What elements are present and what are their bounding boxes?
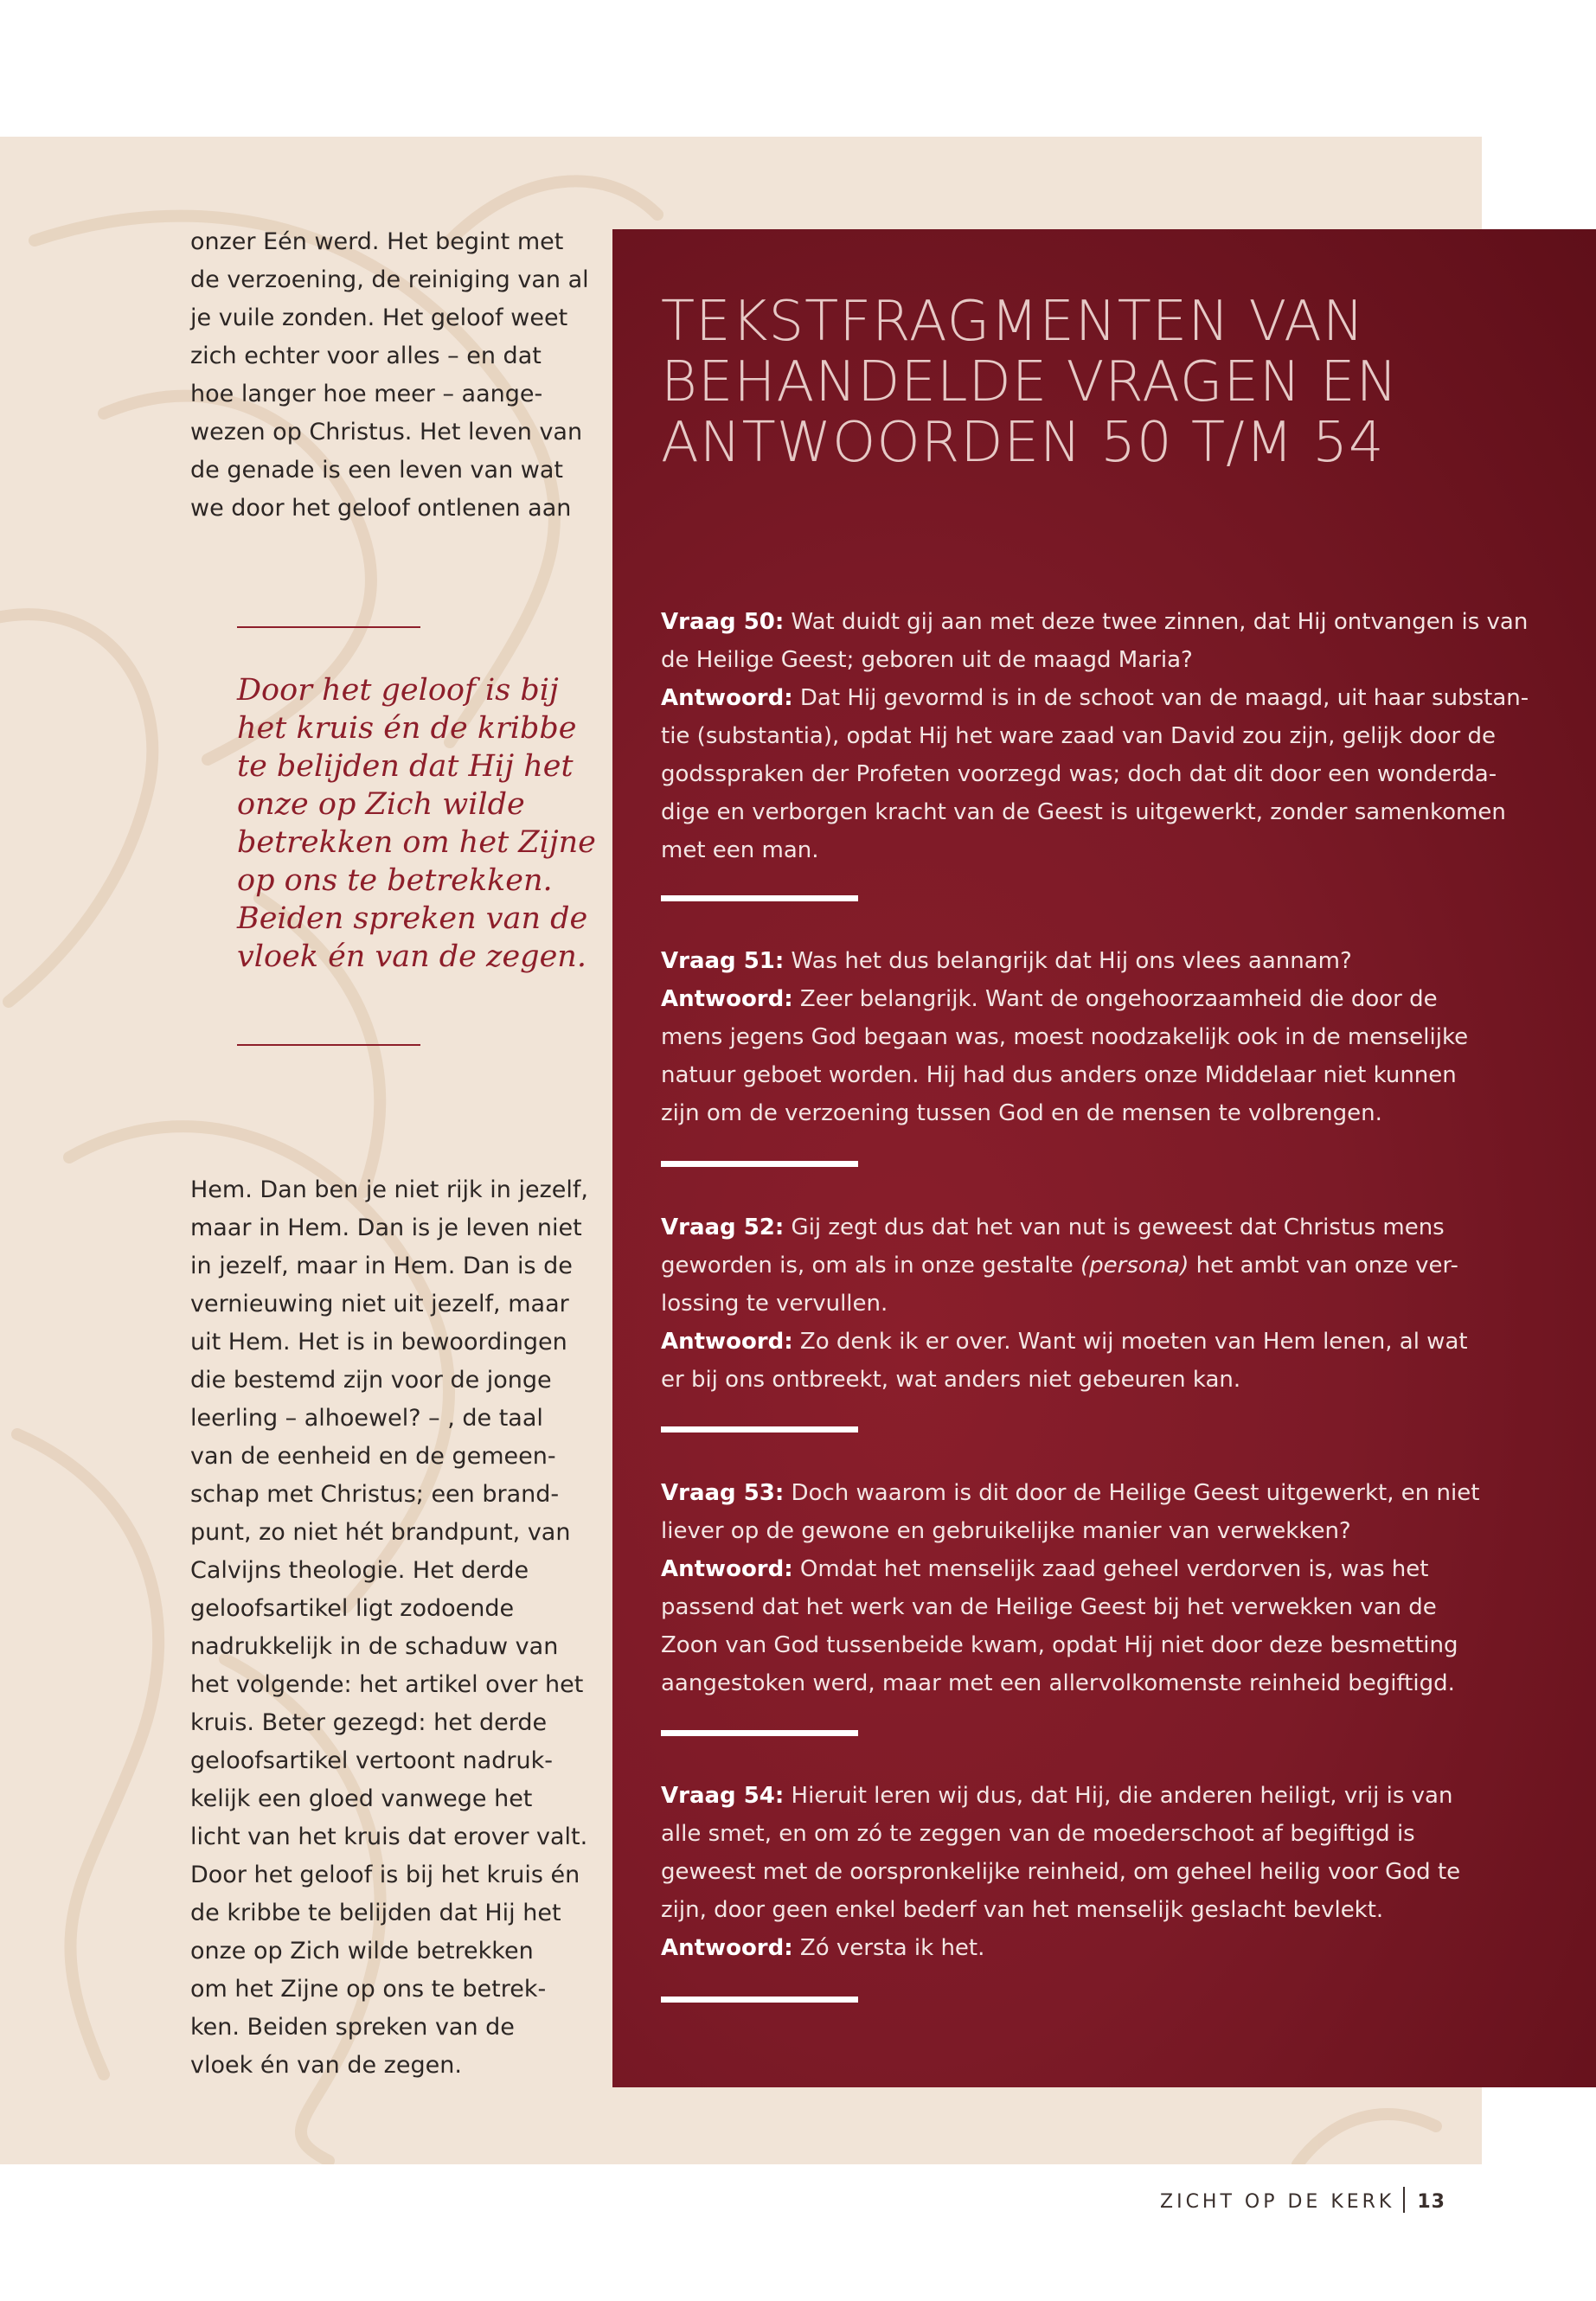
answer-text: tie (substantia), opdat Hij het ware zaad van David zou zijn, gelijk door de <box>661 723 1496 749</box>
question-label: Vraag 52: <box>661 1215 785 1240</box>
question-text: geworden is, om als in onze gestalte <box>661 1253 1081 1279</box>
article-line: in jezelf, maar in Hem. Dan is de <box>190 1253 573 1279</box>
section-divider <box>661 1997 858 2003</box>
pullquote-line: op ons te betrekken. <box>237 863 553 898</box>
question-text: Doch waarom is dit door de Heilige Geest uitgewerkt, en niet <box>784 1480 1480 1506</box>
answer-text: Zoon van God tussenbeide kwam, opdat Hij niet door deze besmetting <box>661 1632 1458 1658</box>
answer-text: Omdat het menselijk zaad geheel verdorven is, was het <box>792 1556 1429 1582</box>
qa-item-52 <box>661 1208 1526 1399</box>
pullquote-line: het kruis én de kribbe <box>237 711 577 746</box>
answer-text: passend dat het werk van de Heilige Geest bij het verwekken van de <box>661 1594 1437 1620</box>
pullquote-line: betrekken om het Zijne <box>237 825 596 860</box>
qa-item-51 <box>661 942 1526 1132</box>
question-text: Was het dus belangrijk dat Hij ons vlees aannam? <box>784 948 1352 974</box>
panel-title-line: ANTWOORDEN 50 T/M 54 <box>661 411 1385 475</box>
pullquote-line: te belijden dat Hij het <box>237 749 574 784</box>
article-line: geloofsartikel vertoont nadruk- <box>190 1747 553 1774</box>
question-text: Hieruit leren wij dus, dat Hij, die anderen heiligt, vrij is van <box>784 1783 1453 1809</box>
article-line: wezen op Christus. Het leven van <box>190 419 583 445</box>
article-column-top <box>190 223 589 528</box>
answer-text: Zeer belangrijk. Want de ongehoorzaamheid die door de <box>792 986 1438 1012</box>
answer-text: dige en verborgen kracht van de Geest is uitgewerkt, zonder samenkomen <box>661 799 1506 825</box>
qa-panel <box>612 229 1596 2087</box>
panel-title-line: TEKSTFRAGMENTEN VAN <box>661 290 1365 354</box>
article-line: zich echter voor alles – en dat <box>190 343 542 369</box>
question-italic-term: (persona) <box>1080 1253 1189 1279</box>
article-line: vloek én van de zegen. <box>190 2052 462 2079</box>
pullquote-line: onze op Zich wilde <box>237 787 525 822</box>
article-line: om het Zijne op ons te betrek- <box>190 1976 547 2003</box>
answer-text: met een man. <box>661 837 819 863</box>
answer-text: Zo denk ik er over. Want wij moeten van Hem lenen, al wat <box>792 1329 1468 1355</box>
section-divider <box>661 1730 858 1736</box>
article-line: uit Hem. Het is in bewoordingen <box>190 1329 567 1356</box>
article-line: geloofsartikel ligt zodoende <box>190 1595 515 1622</box>
answer-label: Antwoord: <box>661 685 793 711</box>
section-divider <box>661 1426 858 1433</box>
question-text: geweest met de oorspronkelijke reinheid, om geheel heilig voor God te <box>661 1859 1461 1885</box>
question-text: alle smet, en om zó te zeggen van de moederschoot af begiftigd is <box>661 1821 1415 1847</box>
article-line: Hem. Dan ben je niet rijk in jezelf, <box>190 1176 588 1203</box>
article-line: Door het geloof is bij het kruis én <box>190 1862 580 1888</box>
article-line: kruis. Beter gezegd: het derde <box>190 1709 548 1736</box>
page-number: 13 <box>1417 2191 1445 2213</box>
article-line: punt, zo niet hét brandpunt, van <box>190 1519 571 1546</box>
answer-text: aangestoken werd, maar met een allervolkomenste reinheid begiftigd. <box>661 1670 1455 1696</box>
article-line: hoe langer hoe meer – aange- <box>190 381 543 407</box>
answer-text: godsspraken der Profeten voorzegd was; doch dat dit door een wonderda- <box>661 761 1497 787</box>
article-line: onzer Eén werd. Het begint met <box>190 228 564 255</box>
question-label: Vraag 54: <box>661 1783 785 1809</box>
pullquote-line: vloek én van de zegen. <box>237 939 586 974</box>
article-line: de genade is een leven van wat <box>190 457 563 484</box>
article-line: die bestemd zijn voor de jonge <box>190 1367 552 1394</box>
article-line: het volgende: het artikel over het <box>190 1671 584 1698</box>
article-line: licht van het kruis dat erover valt. <box>190 1823 588 1850</box>
question-label: Vraag 53: <box>661 1480 785 1506</box>
pullquote-line: Door het geloof is bij <box>237 673 559 708</box>
question-text: Gij zegt dus dat het van nut is geweest dat Christus mens <box>784 1215 1445 1240</box>
question-text: het ambt van onze ver- <box>1189 1253 1458 1279</box>
answer-text: natuur geboet worden. Hij had dus anders onze Middelaar niet kunnen <box>661 1062 1457 1088</box>
article-line: je vuile zonden. Het geloof weet <box>190 304 568 331</box>
panel-title-line: BEHANDELDE VRAGEN EN <box>661 350 1399 414</box>
article-line: vernieuwing niet uit jezelf, maar <box>190 1291 569 1317</box>
pullquote <box>237 671 596 976</box>
section-divider <box>661 895 858 901</box>
answer-text: Dat Hij gevormd is in de schoot van de maagd, uit haar substan- <box>792 685 1529 711</box>
answer-label: Antwoord: <box>661 1935 793 1961</box>
question-text: de Heilige Geest; geboren uit de maagd Maria? <box>661 647 1193 673</box>
question-text: liever op de gewone en gebruikelijke manier van verwekken? <box>661 1518 1351 1544</box>
question-text: zijn, door geen enkel bederf van het menselijk geslacht bevlekt. <box>661 1897 1384 1923</box>
article-line: de kribbe te belijden dat Hij het <box>190 1900 561 1926</box>
answer-text: Zó versta ik het. <box>792 1935 985 1961</box>
pullquote-rule-top <box>237 626 420 628</box>
article-column-bottom <box>190 1171 588 2085</box>
page-footer <box>1160 2187 1445 2213</box>
panel-title <box>661 292 1578 473</box>
qa-item-53 <box>661 1474 1526 1702</box>
question-label: Vraag 51: <box>661 948 785 974</box>
article-line: van de eenheid en de gemeen- <box>190 1443 556 1470</box>
question-label: Vraag 50: <box>661 609 785 635</box>
answer-label: Antwoord: <box>661 986 793 1012</box>
section-divider <box>661 1161 858 1167</box>
footer-separator <box>1403 2187 1405 2213</box>
article-line: we door het geloof ontlenen aan <box>190 495 572 522</box>
answer-text: zijn om de verzoening tussen God en de mensen te volbrengen. <box>661 1100 1382 1126</box>
pullquote-line: Beiden spreken van de <box>237 901 588 936</box>
article-line: ken. Beiden spreken van de <box>190 2014 515 2041</box>
article-line: nadrukkelijk in de schaduw van <box>190 1633 559 1660</box>
article-line: schap met Christus; een brand- <box>190 1481 560 1508</box>
answer-label: Antwoord: <box>661 1556 793 1582</box>
qa-item-54 <box>661 1777 1526 1967</box>
article-line: onze op Zich wilde betrekken <box>190 1938 534 1965</box>
answer-text: er bij ons ontbreekt, wat anders niet gebeuren kan. <box>661 1367 1241 1393</box>
pullquote-rule-bottom <box>237 1044 420 1046</box>
question-text: Wat duidt gij aan met deze twee zinnen, dat Hij ontvangen is van <box>784 609 1529 635</box>
article-line: Calvijns theologie. Het derde <box>190 1557 529 1584</box>
magazine-name: ZICHT OP DE KERK <box>1160 2191 1395 2213</box>
article-line: kelijk een gloed vanwege het <box>190 1785 533 1812</box>
article-line: leerling – alhoewel? – , de taal <box>190 1405 543 1432</box>
qa-item-50 <box>661 603 1529 869</box>
answer-label: Antwoord: <box>661 1329 793 1355</box>
article-line: maar in Hem. Dan is je leven niet <box>190 1215 582 1241</box>
question-text: lossing te vervullen. <box>661 1291 888 1317</box>
answer-text: mens jegens God begaan was, moest noodzakelijk ook in de menselijke <box>661 1024 1469 1050</box>
article-line: de verzoening, de reiniging van al <box>190 266 589 293</box>
